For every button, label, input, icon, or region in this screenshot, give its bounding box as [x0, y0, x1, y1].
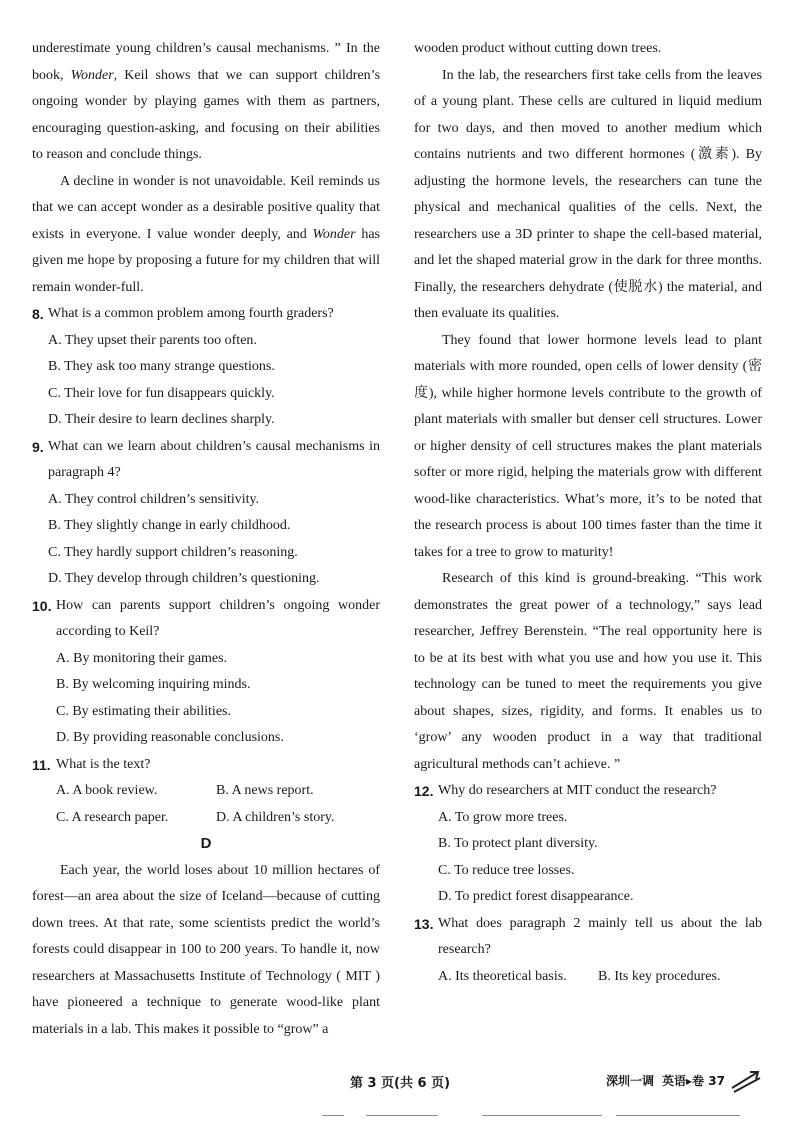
question-text: Why do researchers at MIT conduct the research? [438, 783, 717, 798]
option-b: B. Its key procedures. [598, 968, 721, 984]
option-b: B. They slightly change in early childhood. [48, 518, 291, 533]
footer-rule [482, 1115, 602, 1116]
passage-d-paragraph-1: Each year, the world loses about 10 million hectares of forest—an area about the size of Iceland—because of cutting down trees. At that rate, some scientists predict the world’s forests could disappear in 100 to 200 years. To handle it, now researchers at Massachusetts Institute of Technology ( MIT ) have pioneered a technique to generate wood-like plant materials in a lab. This makes it possible to “grow” a [32, 862, 380, 1037]
passage-d-paragraph-3: They found that lower hormone levels lead to plant materials with more rounded, open cells of lower density (密度), while higher hormone levels contribute to the growth of plant materials with smaller but denser cell structures. Lower or higher density of cell structures makes the plant materials softer or more rigid, helping the materials grow with different wood-like characteristics. What’s more, it’s to be noted that the research process is about 100 times faster than the time it takes for a tree to grow to maturity! [414, 332, 762, 560]
option-b: B. By welcoming inquiring minds. [56, 677, 251, 692]
passage-c-paragraph: underestimate young children’s causal mechanisms. ” In the book, Wonder, Keil shows that we can support children’s ongoing wonder by playing games with them as partners, encouraging question-asking, and focusing on their abilities to reason and conclude things. [32, 41, 381, 162]
option-c: C. Their love for fun disappears quickly. [48, 385, 275, 401]
passage-d-paragraph-4: Research of this kind is ground-breaking. “This work demonstrates the great power of a technology,” says lead researcher, Jeffrey Berenstein. “The real opportunity here is to be at its best with what you use and how you use it. This technology can be tuned to meet the requirements you give about shapes, sizes, rigidity, and forms. It enables us to ‘grow’ any wooden product in a way that traditional agricultural methods can’t achieve. ” [414, 571, 762, 772]
question-12 [414, 778, 762, 911]
option-b: B. To protect plant diversity. [438, 836, 598, 851]
option-c: C. A research paper. [56, 809, 169, 825]
series-name: 深圳一调 [606, 1074, 655, 1088]
question-8 [32, 301, 380, 434]
passage-d-paragraph-2: In the lab, the researchers first take cells from the leaves of a young plant. These cells are cultured in liquid medium for two days, and then moved to another medium which contains nutrients and two different hormones (激素). By adjusting the hormone levels, the researchers can tune the physical and mechanical qualities of the cells. Next, the researchers use a 3D printer to shape the cell-based material, and let the shaped material grow in the dark for three months. Finally, the researchers dehydrate (使脱水) the material, and then evaluate its qualities. [414, 67, 762, 321]
book-title: Wonder [312, 226, 356, 242]
option-a: A. To grow more trees. [438, 809, 568, 825]
option-a: A. They upset their parents too often. [48, 332, 257, 348]
right-column [414, 36, 762, 990]
question-9 [32, 434, 380, 593]
option-a: A. By monitoring their games. [56, 650, 228, 666]
question-number: 13. [414, 915, 434, 932]
volume-label: 英语▸卷 37 [662, 1074, 725, 1088]
book-title: Wonder [70, 67, 114, 83]
question-text: What is a common problem among fourth graders? [48, 306, 334, 321]
question-11 [32, 752, 380, 832]
question-text: What is the text? [56, 756, 151, 772]
page-footer [0, 1068, 800, 1098]
question-number: 9. [32, 438, 44, 455]
passage-c-last-paragraph: A decline in wonder is not unavoidable. Keil reminds us that we can accept wonder as a desirable positive quality that exists in everyone. I value wonder deeply, and Wonder has given me hope by proposing a future for my children that will remain wonder-full. [32, 173, 380, 295]
question-number: 12. [414, 783, 434, 799]
question-10 [32, 593, 380, 752]
option-d: D. To predict forest disappearance. [438, 889, 634, 904]
question-number: 11. [32, 756, 51, 773]
question-text: What does paragraph 2 mainly tell us about the lab research? [438, 915, 762, 957]
option-a: A. A book review. [56, 783, 158, 798]
option-c: C. By estimating their abilities. [56, 703, 231, 719]
page-number: 第 3 页(共 6 页) [349, 1076, 451, 1091]
option-a: A. They control children’s sensitivity. [48, 491, 260, 507]
option-d: D. By providing reasonable conclusions. [56, 730, 284, 745]
question-13 [414, 911, 762, 991]
section-title: D [200, 835, 212, 852]
footer-rule [366, 1115, 438, 1116]
question-number: 8. [32, 306, 44, 322]
option-b: B. They ask too many strange questions. [48, 359, 275, 374]
option-d: D. Their desire to learn declines sharply. [48, 412, 275, 427]
passage-d-paragraph-1-cont: wooden product without cutting down trees. [414, 41, 662, 56]
question-text: How can parents support children’s ongoing wonder according to Keil? [56, 597, 380, 639]
option-a: A. Its theoretical basis. [438, 968, 567, 984]
footer-rule [322, 1115, 344, 1116]
option-b: B. A news report. [216, 783, 314, 798]
left-column [32, 36, 380, 1043]
question-text: What can we learn about children’s causal mechanisms in paragraph 4? [48, 438, 380, 480]
option-c: C. They hardly support children’s reasoning. [48, 544, 298, 560]
series-label [606, 1072, 725, 1089]
option-d: D. They develop through children’s questioning. [48, 571, 320, 586]
option-d: D. A children’s story. [216, 809, 335, 825]
page-corner-mark-icon [730, 1068, 762, 1094]
footer-rule [616, 1115, 740, 1116]
option-c: C. To reduce tree losses. [438, 862, 575, 878]
question-number: 10. [32, 597, 52, 614]
